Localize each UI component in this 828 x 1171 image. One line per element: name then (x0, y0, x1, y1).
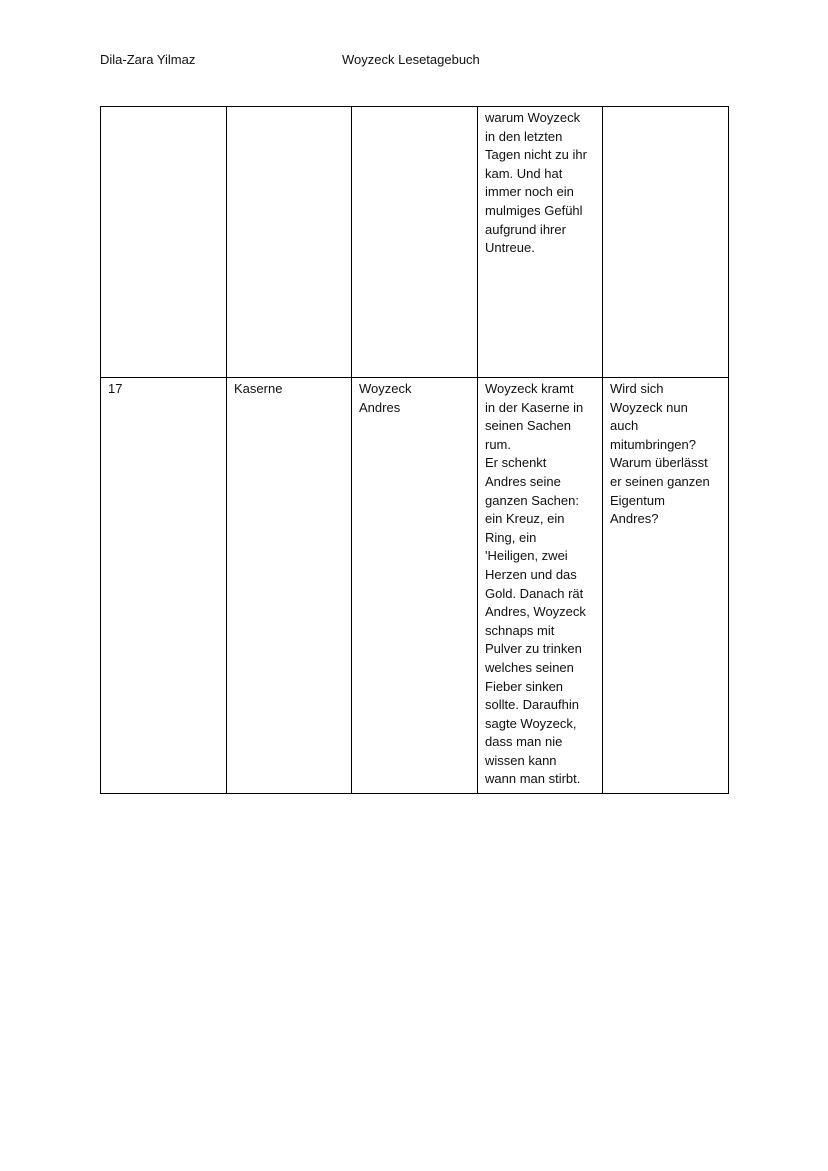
text-line: Herzen und das (485, 566, 577, 582)
text-line: Ring, ein (485, 529, 537, 545)
text-line: 'Heiligen, zwei (485, 548, 568, 564)
text-line: warum Woyzeck (485, 110, 581, 125)
content-lines (485, 109, 595, 258)
text-line: Andres seine (485, 473, 561, 489)
characters-cell (352, 107, 478, 378)
text-line: Untreue. (485, 240, 535, 256)
text-line: mitumbringen? (610, 436, 696, 452)
text-line: seinen Sachen (485, 418, 572, 434)
text-line: Wird sich (610, 381, 664, 396)
content-cell (478, 107, 603, 378)
text-line: Andres (359, 399, 401, 415)
text-line: aufgrund ihrer (485, 221, 566, 237)
text-line: ein Kreuz, ein (485, 511, 565, 527)
text-line: ganzen Sachen: (485, 492, 579, 508)
text-line: Andres, Woyzeck (485, 604, 586, 620)
text-line: mulmiges Gefühl (485, 202, 583, 218)
text-line: auch (610, 418, 639, 434)
location-cell (227, 107, 352, 378)
text-line: schnaps mit (485, 622, 555, 638)
scene-cell (101, 107, 227, 378)
questions-cell (603, 378, 729, 794)
characters-lines (359, 380, 470, 417)
table-row (101, 378, 729, 794)
text-line: welches seinen (485, 659, 574, 675)
questions-cell (603, 107, 729, 378)
text-line: wann man stirbt. (485, 771, 581, 787)
text-line: Eigentum (610, 492, 665, 508)
content-lines (485, 380, 595, 789)
text-line: sagte Woyzeck, (485, 715, 577, 731)
text-line: Er schenkt (485, 455, 547, 471)
questions-lines (610, 380, 721, 529)
text-line: immer noch ein (485, 184, 574, 200)
table-row (101, 107, 729, 378)
reading-journal-table (100, 106, 729, 794)
text-line: Andres? (610, 511, 659, 527)
text-line: in der Kaserne in (485, 399, 584, 415)
text-line: rum. (485, 436, 511, 452)
document-title: Woyzeck Lesetagebuch (342, 52, 480, 67)
text-line: Fieber sinken (485, 678, 564, 694)
content-cell (478, 378, 603, 794)
text-line: kam. Und hat (485, 165, 563, 181)
text-line: Woyzeck nun (610, 399, 688, 415)
author-name: Dila-Zara Yilmaz (100, 52, 196, 67)
text-line: Tagen nicht zu ihr (485, 147, 587, 163)
text-line: er seinen ganzen (610, 473, 710, 489)
text-line: Woyzeck (359, 381, 412, 396)
text-line: dass man nie (485, 734, 563, 750)
text-line: in den letzten (485, 128, 563, 144)
characters-cell (352, 378, 478, 794)
text-line: sollte. Daraufhin (485, 697, 579, 713)
text-line: Gold. Danach rät (485, 585, 584, 601)
text-line: Woyzeck kramt (485, 381, 574, 396)
location-cell: Kaserne (227, 378, 352, 794)
text-line: wissen kann (485, 752, 557, 768)
text-line: Pulver zu trinken (485, 641, 582, 657)
text-line: Warum überlässt (610, 455, 708, 471)
scene-cell: 17 (101, 378, 227, 794)
